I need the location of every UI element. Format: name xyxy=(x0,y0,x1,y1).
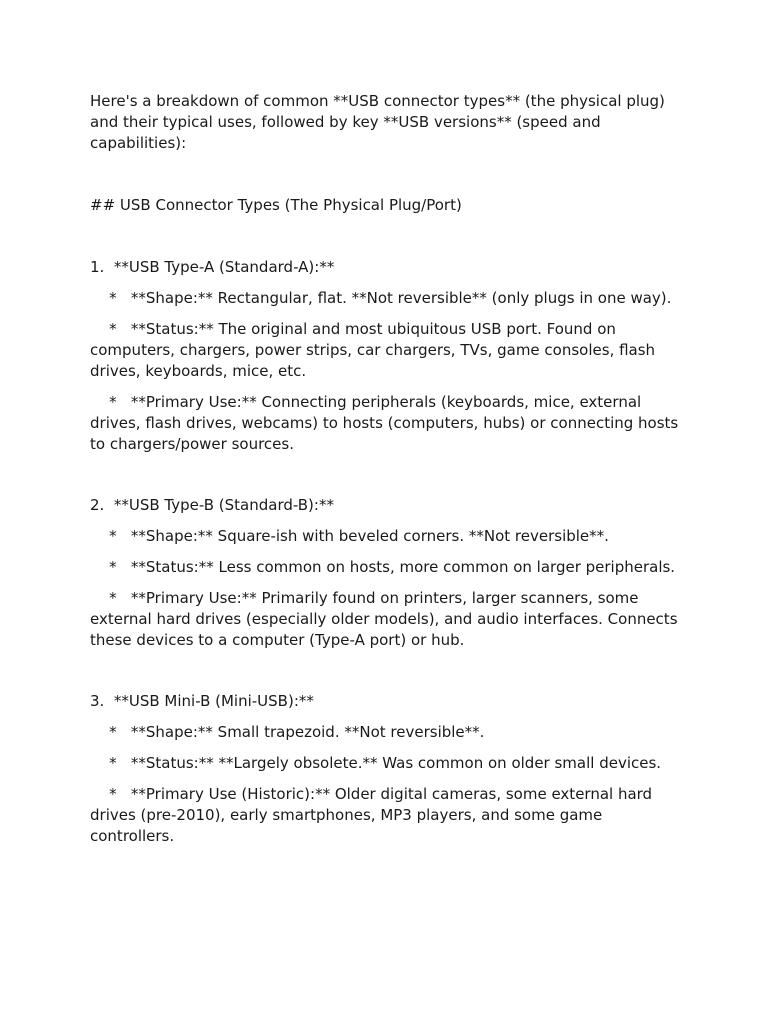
status-bullet: * **Status:** The original and most ubiquitous USB port. Found on computers, chargers, power strips, car chargers, TVs, game consoles, flash drives, keyboards, mice, etc. xyxy=(90,320,660,380)
section-heading: ## USB Connector Types (The Physical Plug/Port) xyxy=(90,196,462,214)
primary-use-bullet: * **Primary Use (Historic):** Older digital cameras, some external hard drives (pre-2010), early smartphones, MP3 players, and some game controllers. xyxy=(90,785,657,845)
document-page xyxy=(90,91,690,857)
status-bullet: * **Status:** Less common on hosts, more common on larger peripherals. xyxy=(90,558,676,576)
shape-bullet: * **Shape:** Rectangular, flat. **Not reversible** (only plugs in one way). xyxy=(90,289,672,307)
primary-use-bullet: * **Primary Use:** Primarily found on printers, larger scanners, some external hard drives (especially older models), and audio interfaces. Connects these devices to a computer (Type-A port) or hub. xyxy=(90,589,683,649)
status-bullet: * **Status:** **Largely obsolete.** Was common on older small devices. xyxy=(90,754,662,772)
section-title: 2. **USB Type-B (Standard-B):** xyxy=(90,496,334,514)
primary-use-bullet: * **Primary Use:** Connecting peripherals (keyboards, mice, external drives, flash drives, webcams) to hosts (computers, hubs) or connecting hosts to chargers/power sources. xyxy=(90,393,684,453)
shape-bullet: * **Shape:** Square-ish with beveled corners. **Not reversible**. xyxy=(90,527,609,545)
section-title: 3. **USB Mini-B (Mini-USB):** xyxy=(90,692,314,710)
section-title: 1. **USB Type-A (Standard-A):** xyxy=(90,258,335,276)
intro-paragraph: Here's a breakdown of common **USB connector types** (the physical plug) and their typical uses, followed by key **USB versions** (speed and capabilities): xyxy=(90,92,670,152)
shape-bullet: * **Shape:** Small trapezoid. **Not reversible**. xyxy=(90,723,485,741)
connector-section-type-b xyxy=(90,495,690,651)
connector-section-type-a xyxy=(90,257,690,455)
connector-section-mini-b xyxy=(90,691,690,847)
